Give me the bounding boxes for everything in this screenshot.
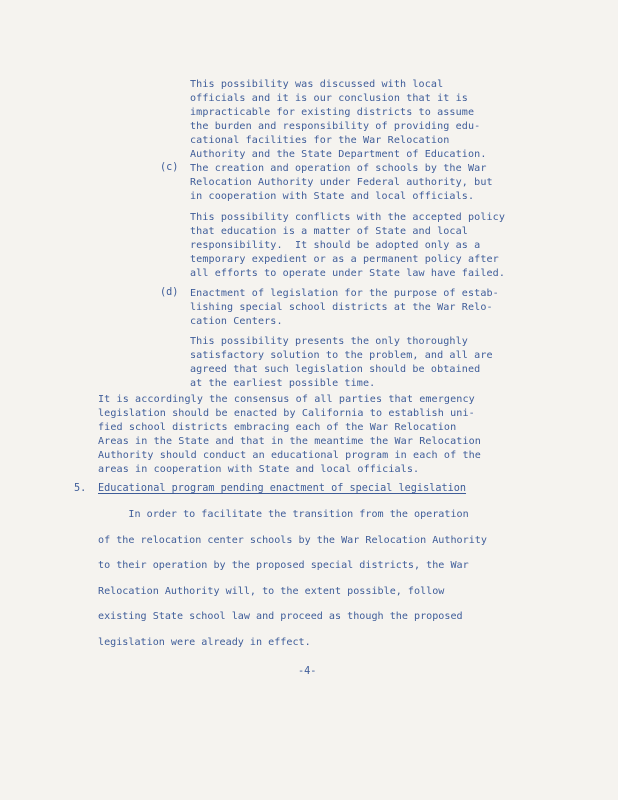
text-line: This possibility presents the only thoroughly bbox=[190, 336, 468, 347]
text-line: cational facilities for the War Relocation bbox=[190, 134, 450, 146]
text-line: satisfactory solution to the problem, and all are bbox=[190, 349, 493, 361]
text-line: temporary expedient or as a permanent policy after bbox=[190, 253, 499, 265]
text-line: In order to facilitate the transition from the operation bbox=[98, 509, 469, 520]
text-line: legislation should be enacted by California to establish uni- bbox=[98, 407, 475, 419]
section-5-body bbox=[98, 502, 487, 656]
item-c-label: (c) bbox=[160, 162, 179, 173]
text-line: Relocation Authority will, to the extent possible, follow bbox=[98, 585, 445, 597]
item-d-comment bbox=[190, 335, 493, 391]
text-line: existing State school law and proceed as though the proposed bbox=[98, 611, 463, 623]
text-line: Enactment of legislation for the purpose of estab- bbox=[190, 288, 499, 299]
text-line: at the earliest possible time. bbox=[190, 377, 376, 389]
text-line: It is accordingly the consensus of all parties that emergency bbox=[98, 394, 475, 405]
text-line: lishing special school districts at the War Relo- bbox=[190, 301, 493, 313]
text-line: areas in cooperation with State and local officials. bbox=[98, 463, 420, 475]
text-line: fied school districts embracing each of the War Relocation bbox=[98, 421, 457, 433]
text-line: that education is a matter of State and local bbox=[190, 225, 468, 237]
text-line: The creation and operation of schools by the War bbox=[190, 163, 487, 174]
text-line: Authority should conduct an educational program in each of the bbox=[98, 449, 481, 461]
consensus-paragraph bbox=[98, 393, 481, 476]
page-number: -4- bbox=[298, 666, 317, 677]
item-d-label: (d) bbox=[160, 287, 179, 298]
text-line: in cooperation with State and local officials. bbox=[190, 190, 475, 202]
text-line: the burden and responsibility of providing edu- bbox=[190, 120, 481, 132]
paragraph-discussed bbox=[190, 78, 487, 161]
text-line: This possibility conflicts with the accepted policy bbox=[190, 212, 506, 223]
text-line: of the relocation center schools by the War Relocation Authority bbox=[98, 534, 487, 546]
text-line: to their operation by the proposed special districts, the War bbox=[98, 560, 469, 572]
text-line: agreed that such legislation should be obtained bbox=[190, 363, 481, 375]
item-c-comment bbox=[190, 211, 505, 281]
text-line: all efforts to operate under State law have failed. bbox=[190, 267, 506, 279]
text-line: Relocation Authority under Federal authority, but bbox=[190, 176, 493, 188]
text-line: This possibility was discussed with local bbox=[190, 79, 444, 90]
text-line: Areas in the State and that in the meantime the War Relocation bbox=[98, 435, 481, 447]
section-5-number: 5. bbox=[74, 483, 87, 494]
text-line: responsibility. It should be adopted only as a bbox=[190, 239, 481, 251]
text-line: legislation were already in effect. bbox=[98, 636, 311, 648]
item-c-text bbox=[190, 162, 493, 204]
item-d-text bbox=[190, 287, 499, 329]
text-line: Authority and the State Department of Education. bbox=[190, 148, 487, 160]
text-line: cation Centers. bbox=[190, 315, 283, 327]
section-5-heading: Educational program pending enactment of special legislation bbox=[98, 483, 467, 494]
text-line: officials and it is our conclusion that it is bbox=[190, 92, 468, 104]
text-line: impracticable for existing districts to assume bbox=[190, 106, 475, 118]
